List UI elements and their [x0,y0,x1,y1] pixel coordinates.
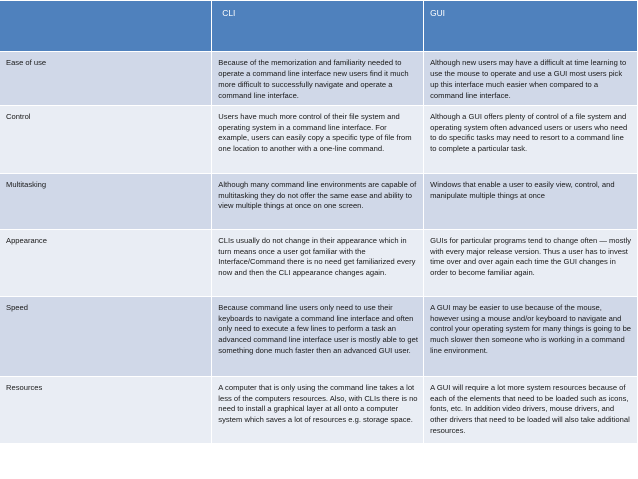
table-row-control [0,105,638,173]
gui-cell: GUIs for particular programs tend to change often — mostly with every major release version. Thus a user has to invest time over and over again each time the GUI changes in order to become familiar again. [424,229,638,296]
table-row-multitasking [0,173,638,229]
gui-cell: A GUI will require a lot more system resources because of each of the elements that need to be loaded such as icons, fonts, etc. In addition video drivers, mouse drivers, and other drivers that need to be loaded will also take additional resources. [424,376,638,443]
row-label: Control [0,105,212,173]
cli-cell: Users have much more control of their file system and operating system in a command line interface. For example, users can easily copy a specific type of file from one location to another with a one-line command. [212,105,424,173]
table-row-speed [0,296,638,376]
cli-cell: Because of the memorization and familiarity needed to operate a command line interface new users find it much more difficult to successfully navigate and operate a command line interface. [212,52,424,106]
gui-cell: A GUI may be easier to use because of the mouse, however using a mouse and/or keyboard to navigate and control your operating system for many things is going to be much slower then someone who is working in a command line environment. [424,296,638,376]
cli-cell: A computer that is only using the command line takes a lot less of the computers resources. Also, with CLIs there is no need to install a graphical layer at all onto a computer system which saves a lot of resources e.g. storage space. [212,376,424,443]
header-empty-cell [0,1,212,52]
row-label: Appearance [0,229,212,296]
header-gui: GUI [424,1,638,52]
row-label: Multitasking [0,173,212,229]
table-row-ease-of-use [0,52,638,106]
table-row-resources [0,376,638,443]
cli-cell: Because command line users only need to use their keyboards to navigate a command line interface and often only need to execute a few lines to perform a task an advanced command line interface user is mostly able to get something done much faster then an advanced GUI user. [212,296,424,376]
table-header-row [0,1,638,52]
row-label: Resources [0,376,212,443]
cli-cell: Although many command line environments are capable of multitasking they do not offer the same ease and ability to view multiple things at once on one screen. [212,173,424,229]
row-label: Ease of use [0,52,212,106]
gui-cell: Windows that enable a user to easily view, control, and manipulate multiple things at once [424,173,638,229]
table-row-appearance [0,229,638,296]
header-cli: CLI [212,1,424,52]
row-label: Speed [0,296,212,376]
gui-cell: Although new users may have a difficult at time learning to use the mouse to operate and use a GUI most users pick up this interface much easier when compared to a command line interface. [424,52,638,106]
gui-cell: Although a GUI offers plenty of control of a file system and operating system often advanced users or users who need to do specific tasks may need to resort to a command line to complete a particular task. [424,105,638,173]
cli-cell: CLIs usually do not change in their appearance which in turn means once a user got familiar with the Interface/Command there is no need get familiarized every now and then the CLI appearance changes again. [212,229,424,296]
